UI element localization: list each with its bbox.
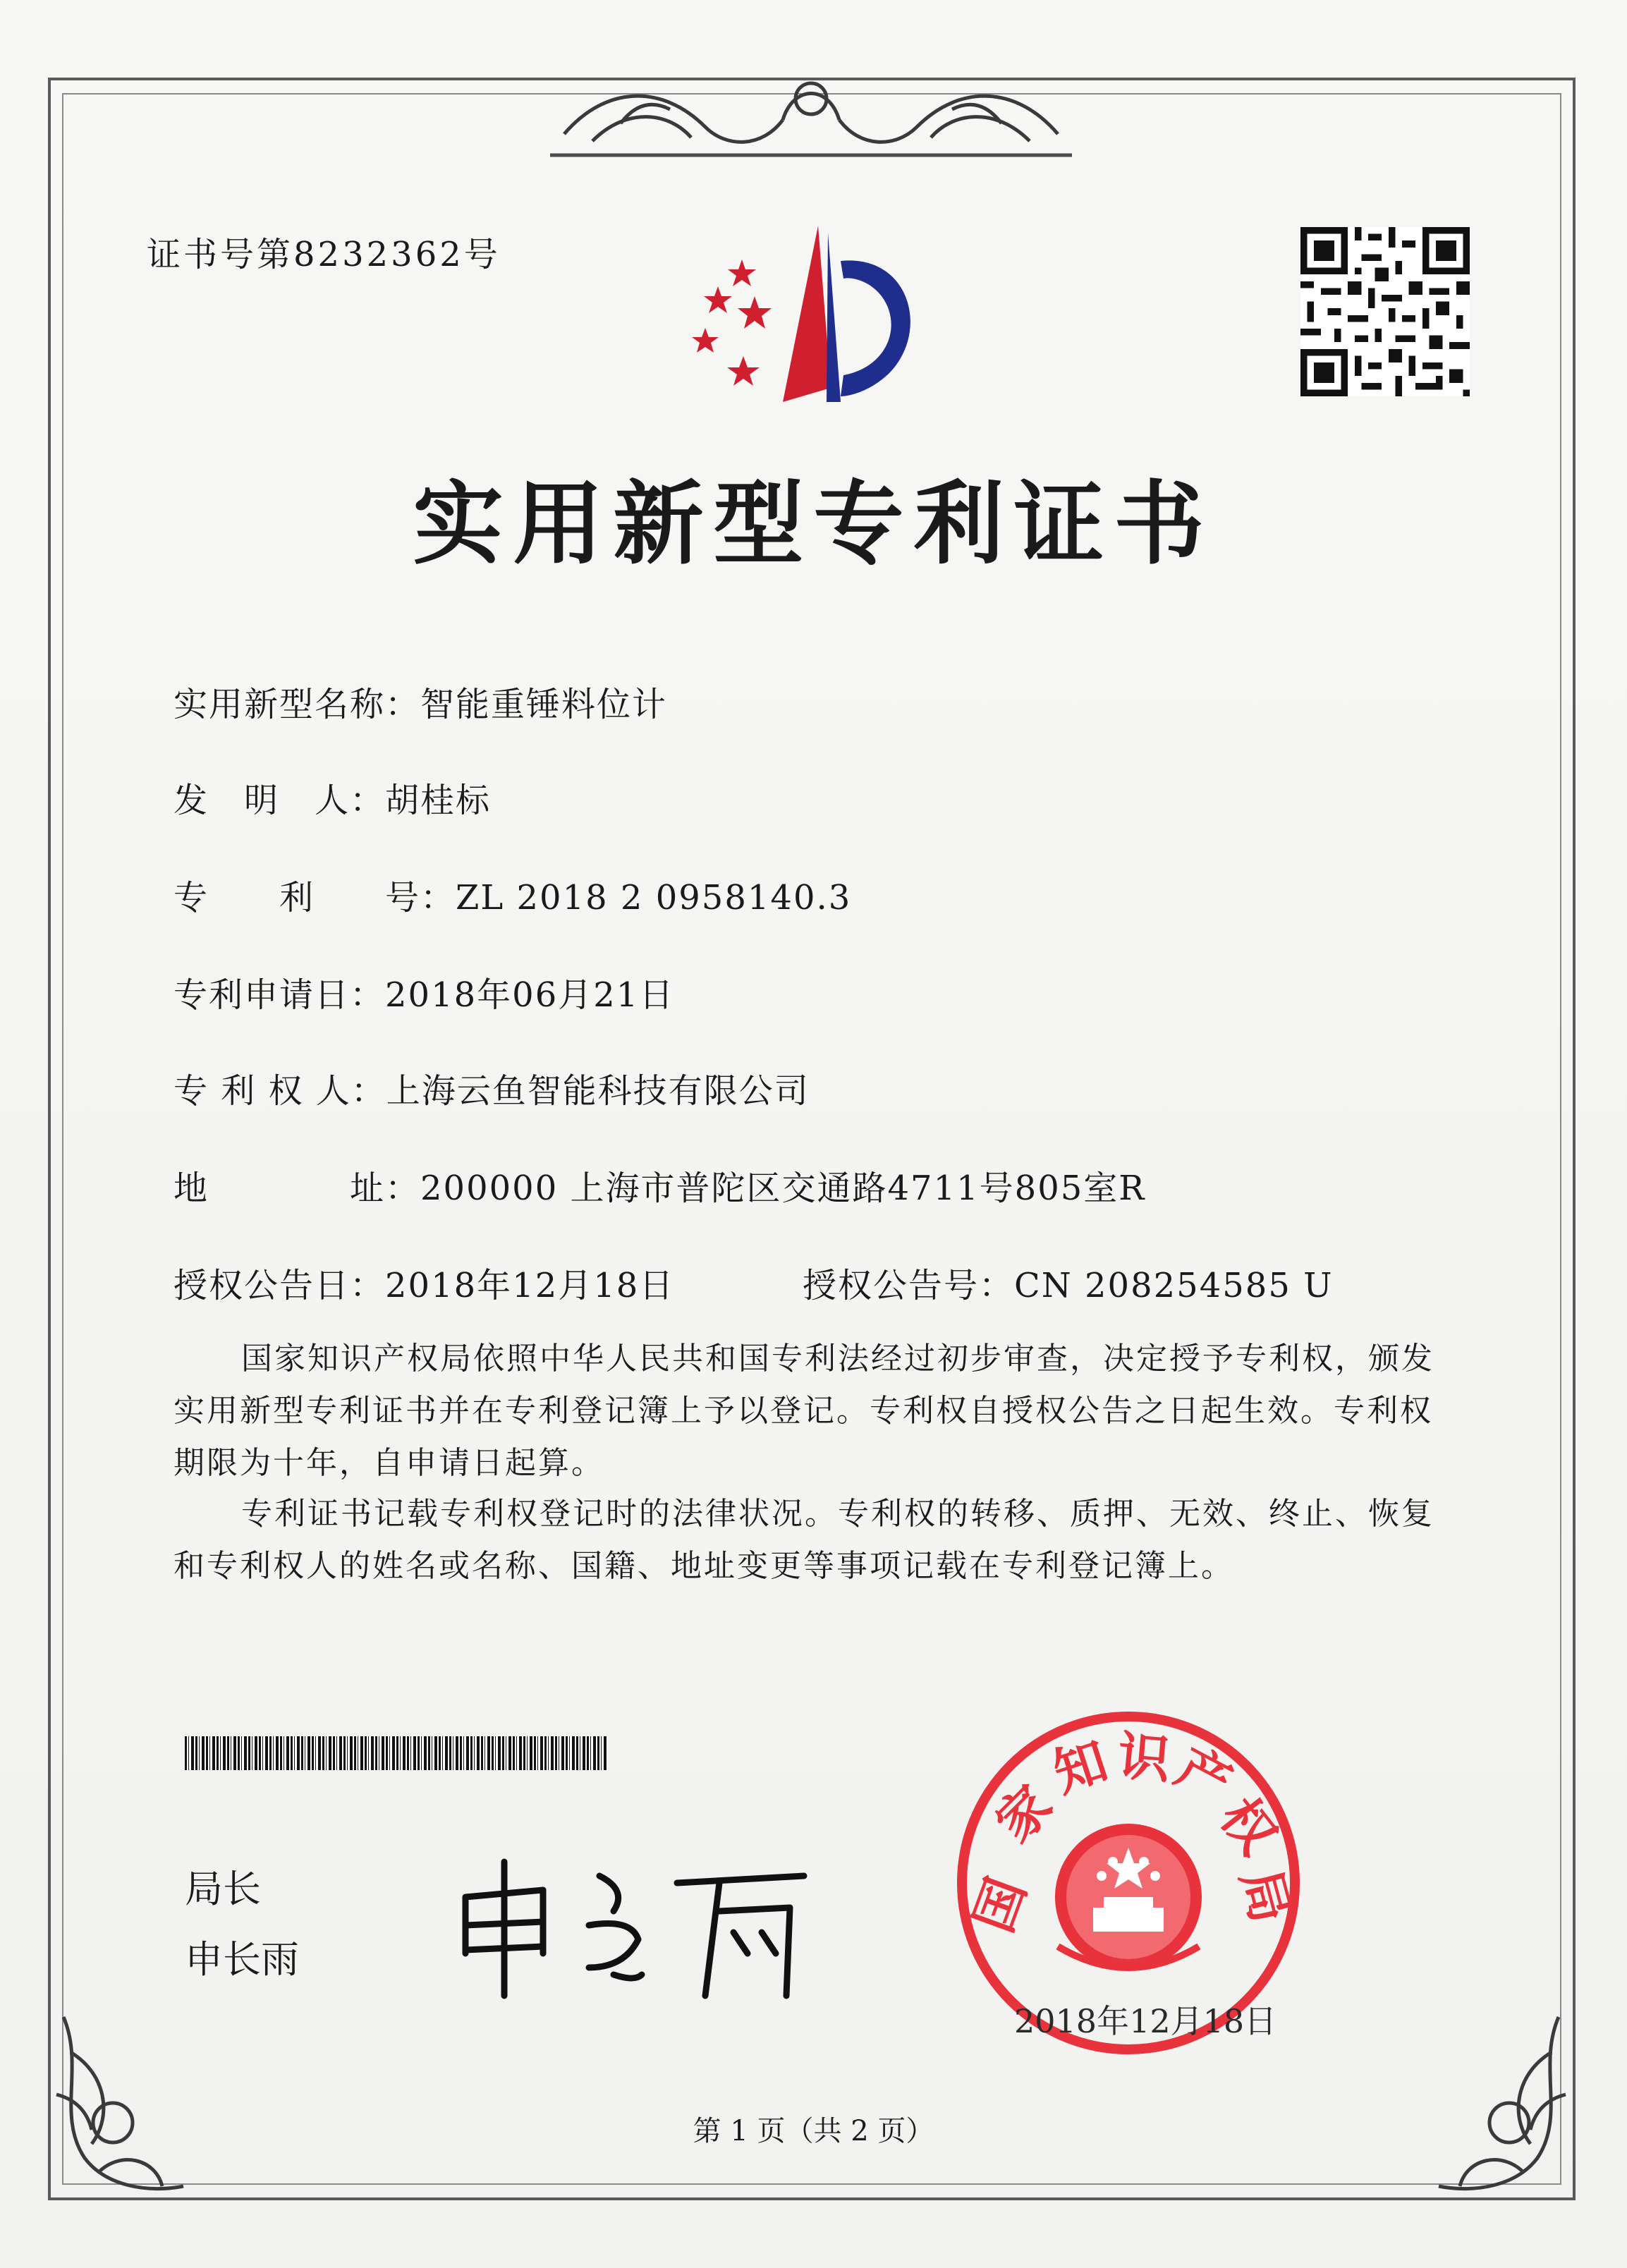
- certificate-title: 实用新型专利证书: [413, 472, 1214, 577]
- director-name: 申长雨: [185, 1937, 299, 1982]
- application-date-row: [173, 968, 674, 1016]
- application-date-label: 专利申请日：: [173, 975, 386, 1015]
- barcode-icon: [185, 1736, 608, 1770]
- address-value: 200000 上海市普陀区交通路4711号805室R: [420, 1169, 1146, 1208]
- grant-date-label: 授权公告日：: [173, 1266, 386, 1305]
- svg-text:权: 权: [1208, 1786, 1288, 1866]
- grant-pub-number-row: [803, 1258, 1334, 1307]
- patentee-row: [173, 1063, 810, 1112]
- grant-pub-number-value: CN 208254585 U: [1014, 1266, 1334, 1305]
- page-number: 第 1 页（共 2 页）: [693, 2115, 934, 2147]
- top-ornament-icon: [550, 56, 1072, 162]
- address-row: [173, 1161, 1145, 1209]
- application-date-value: 2018年06月21日: [385, 975, 675, 1015]
- legal-paragraph-2: 专利证书记载专利权登记时的法律状况。专利权的转移、质押、无效、终止、恢复和专利权人的姓名或名称、国籍、地址变更等事项记载在专利登记簿上。: [173, 1496, 1434, 1584]
- svg-text:识: 识: [1115, 1726, 1173, 1791]
- qr-code-icon: [1300, 227, 1470, 396]
- inventor-value: 胡桂标: [385, 781, 492, 820]
- patent-number-value: ZL 2018 2 0958140.3: [456, 878, 852, 917]
- utility-model-name-value: 智能重锤料位计: [420, 685, 668, 724]
- grant-date-row: [173, 1258, 674, 1307]
- svg-text:局: 局: [1229, 1862, 1302, 1929]
- patent-number-row: [173, 870, 851, 919]
- grant-pub-number-label: 授权公告号：: [803, 1266, 1015, 1305]
- seal-date: 2018年12月18日: [1014, 2002, 1277, 2040]
- grant-date-value: 2018年12月18日: [385, 1266, 675, 1305]
- patentee-label: 专 利 权 人：: [173, 1071, 386, 1111]
- svg-text:知: 知: [1046, 1730, 1115, 1805]
- inventor-label: 发 明 人：: [173, 781, 386, 820]
- address-label: 地 址：: [173, 1169, 421, 1208]
- patentee-value: 上海云鱼智能科技有限公司: [386, 1071, 810, 1111]
- utility-model-name-label: 实用新型名称：: [173, 685, 421, 724]
- certificate-number: 证书号第8232362号: [147, 235, 501, 274]
- inventor-row: [173, 773, 491, 822]
- svg-text:产: 产: [1166, 1736, 1241, 1815]
- patent-office-emblem-icon: [677, 212, 938, 423]
- legal-paragraph-1: 国家知识产权局依照中华人民共和国专利法经过初步审查，决定授予专利权，颁发实用新型专利证书并在专利登记簿上予以登记。专利权自授权公告之日起生效。专利权期限为十年，自申请日起算。: [173, 1341, 1434, 1481]
- svg-text:家: 家: [984, 1774, 1064, 1854]
- director-signature: [437, 1834, 832, 2017]
- utility-model-name-row: [173, 677, 667, 726]
- director-title: 局长: [185, 1867, 261, 1911]
- svg-text:国: 国: [963, 1870, 1038, 1940]
- patent-number-label: 专 利 号：: [173, 878, 456, 917]
